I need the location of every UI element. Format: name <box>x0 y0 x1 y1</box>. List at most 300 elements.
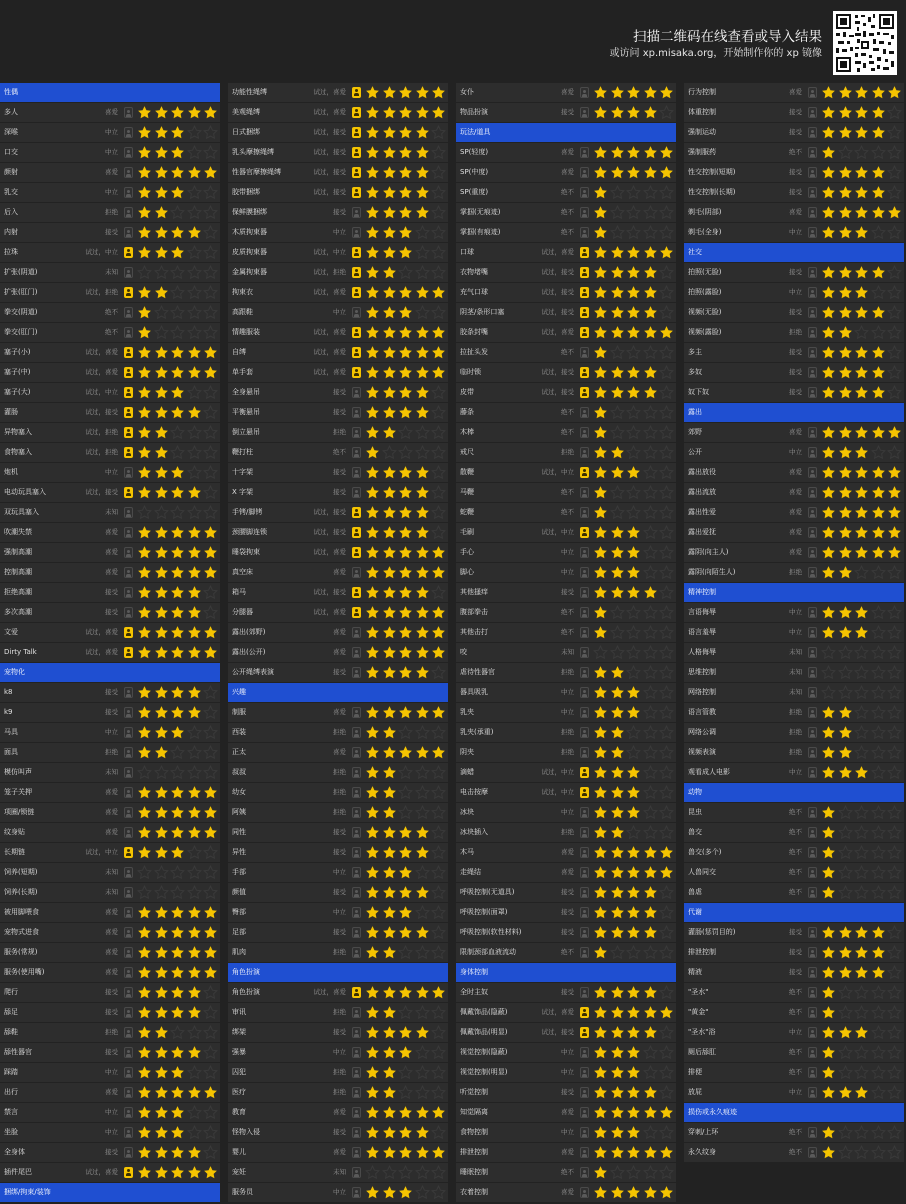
star-filled-icon[interactable] <box>593 925 608 940</box>
star-filled-icon[interactable] <box>887 505 902 520</box>
star-empty-icon[interactable] <box>643 645 658 660</box>
tried-person-icon[interactable] <box>124 847 133 858</box>
star-empty-icon[interactable] <box>838 645 853 660</box>
star-filled-icon[interactable] <box>415 1025 430 1040</box>
person-icon[interactable] <box>808 707 817 718</box>
star-filled-icon[interactable] <box>593 325 608 340</box>
star-rating[interactable] <box>137 405 220 420</box>
star-rating[interactable] <box>137 425 220 440</box>
star-filled-icon[interactable] <box>821 125 836 140</box>
star-empty-icon[interactable] <box>626 745 641 760</box>
star-empty-icon[interactable] <box>626 405 641 420</box>
person-icon[interactable] <box>580 747 589 758</box>
star-filled-icon[interactable] <box>398 345 413 360</box>
preference-row[interactable] <box>0 863 220 882</box>
star-filled-icon[interactable] <box>170 685 185 700</box>
star-empty-icon[interactable] <box>659 1085 674 1100</box>
star-filled-icon[interactable] <box>821 265 836 280</box>
star-filled-icon[interactable] <box>854 505 869 520</box>
star-filled-icon[interactable] <box>593 1085 608 1100</box>
preference-row[interactable] <box>684 723 904 742</box>
person-icon[interactable] <box>352 1187 361 1198</box>
star-empty-icon[interactable] <box>203 245 218 260</box>
star-empty-icon[interactable] <box>887 185 902 200</box>
person-icon[interactable] <box>124 167 133 178</box>
star-filled-icon[interactable] <box>137 165 152 180</box>
star-empty-icon[interactable] <box>187 865 202 880</box>
star-empty-icon[interactable] <box>659 685 674 700</box>
star-filled-icon[interactable] <box>365 705 380 720</box>
star-empty-icon[interactable] <box>610 225 625 240</box>
star-empty-icon[interactable] <box>626 505 641 520</box>
star-empty-icon[interactable] <box>610 425 625 440</box>
star-filled-icon[interactable] <box>415 405 430 420</box>
star-empty-icon[interactable] <box>431 905 446 920</box>
star-filled-icon[interactable] <box>137 1145 152 1160</box>
person-icon[interactable] <box>808 547 817 558</box>
star-rating[interactable] <box>365 665 448 680</box>
star-empty-icon[interactable] <box>431 845 446 860</box>
star-filled-icon[interactable] <box>137 465 152 480</box>
preference-row[interactable] <box>456 763 676 782</box>
star-filled-icon[interactable] <box>154 1065 169 1080</box>
star-filled-icon[interactable] <box>398 905 413 920</box>
star-filled-icon[interactable] <box>170 405 185 420</box>
star-filled-icon[interactable] <box>382 1005 397 1020</box>
preference-row[interactable] <box>456 1103 676 1122</box>
person-icon[interactable] <box>808 847 817 858</box>
person-icon[interactable] <box>352 1047 361 1058</box>
star-rating[interactable] <box>365 105 448 120</box>
star-rating[interactable] <box>821 605 904 620</box>
star-filled-icon[interactable] <box>854 445 869 460</box>
star-filled-icon[interactable] <box>854 165 869 180</box>
star-filled-icon[interactable] <box>415 485 430 500</box>
star-filled-icon[interactable] <box>643 245 658 260</box>
person-icon[interactable] <box>808 687 817 698</box>
star-filled-icon[interactable] <box>659 845 674 860</box>
person-icon[interactable] <box>580 207 589 218</box>
person-icon[interactable] <box>352 227 361 238</box>
star-filled-icon[interactable] <box>398 585 413 600</box>
star-filled-icon[interactable] <box>626 985 641 1000</box>
star-filled-icon[interactable] <box>643 885 658 900</box>
star-filled-icon[interactable] <box>382 845 397 860</box>
preference-row[interactable] <box>684 223 904 242</box>
star-filled-icon[interactable] <box>137 425 152 440</box>
star-filled-icon[interactable] <box>382 245 397 260</box>
star-rating[interactable] <box>593 345 676 360</box>
star-filled-icon[interactable] <box>821 705 836 720</box>
preference-row[interactable] <box>456 943 676 962</box>
star-rating[interactable] <box>593 205 676 220</box>
star-empty-icon[interactable] <box>137 265 152 280</box>
star-filled-icon[interactable] <box>382 105 397 120</box>
star-rating[interactable] <box>365 1185 448 1200</box>
star-empty-icon[interactable] <box>203 885 218 900</box>
star-filled-icon[interactable] <box>593 1125 608 1140</box>
star-empty-icon[interactable] <box>431 125 446 140</box>
star-filled-icon[interactable] <box>398 925 413 940</box>
star-filled-icon[interactable] <box>170 465 185 480</box>
star-filled-icon[interactable] <box>187 165 202 180</box>
person-icon[interactable] <box>124 927 133 938</box>
star-filled-icon[interactable] <box>431 1145 446 1160</box>
person-icon[interactable] <box>580 407 589 418</box>
preference-row[interactable] <box>684 363 904 382</box>
star-filled-icon[interactable] <box>137 245 152 260</box>
star-empty-icon[interactable] <box>137 865 152 880</box>
star-empty-icon[interactable] <box>203 1005 218 1020</box>
preference-row[interactable] <box>0 683 220 702</box>
star-filled-icon[interactable] <box>626 385 641 400</box>
star-filled-icon[interactable] <box>170 1005 185 1020</box>
star-rating[interactable] <box>593 725 676 740</box>
star-filled-icon[interactable] <box>203 905 218 920</box>
star-filled-icon[interactable] <box>398 1145 413 1160</box>
star-filled-icon[interactable] <box>415 625 430 640</box>
star-filled-icon[interactable] <box>137 565 152 580</box>
star-filled-icon[interactable] <box>365 185 380 200</box>
star-empty-icon[interactable] <box>887 305 902 320</box>
star-filled-icon[interactable] <box>365 765 380 780</box>
star-filled-icon[interactable] <box>154 545 169 560</box>
star-empty-icon[interactable] <box>659 485 674 500</box>
star-filled-icon[interactable] <box>382 145 397 160</box>
star-filled-icon[interactable] <box>382 725 397 740</box>
star-filled-icon[interactable] <box>626 305 641 320</box>
star-filled-icon[interactable] <box>821 505 836 520</box>
star-filled-icon[interactable] <box>593 505 608 520</box>
preference-row[interactable] <box>684 1123 904 1142</box>
star-filled-icon[interactable] <box>415 605 430 620</box>
preference-row[interactable] <box>456 303 676 322</box>
star-empty-icon[interactable] <box>643 225 658 240</box>
star-rating[interactable] <box>137 985 220 1000</box>
star-rating[interactable] <box>821 465 904 480</box>
star-empty-icon[interactable] <box>431 225 446 240</box>
star-empty-icon[interactable] <box>431 885 446 900</box>
star-filled-icon[interactable] <box>626 265 641 280</box>
preference-row[interactable] <box>0 643 220 662</box>
preference-row[interactable] <box>0 1143 220 1162</box>
person-icon[interactable] <box>580 887 589 898</box>
star-filled-icon[interactable] <box>154 365 169 380</box>
preference-row[interactable] <box>0 743 220 762</box>
star-filled-icon[interactable] <box>821 805 836 820</box>
star-filled-icon[interactable] <box>838 465 853 480</box>
star-filled-icon[interactable] <box>643 865 658 880</box>
preference-row[interactable] <box>684 283 904 302</box>
star-empty-icon[interactable] <box>415 725 430 740</box>
star-rating[interactable] <box>593 185 676 200</box>
star-filled-icon[interactable] <box>821 425 836 440</box>
star-rating[interactable] <box>593 685 676 700</box>
star-rating[interactable] <box>821 765 904 780</box>
star-filled-icon[interactable] <box>137 145 152 160</box>
star-filled-icon[interactable] <box>203 805 218 820</box>
star-filled-icon[interactable] <box>170 645 185 660</box>
star-rating[interactable] <box>821 525 904 540</box>
star-filled-icon[interactable] <box>431 745 446 760</box>
star-empty-icon[interactable] <box>203 865 218 880</box>
person-icon[interactable] <box>352 747 361 758</box>
star-filled-icon[interactable] <box>838 965 853 980</box>
star-filled-icon[interactable] <box>170 145 185 160</box>
star-empty-icon[interactable] <box>659 945 674 960</box>
star-empty-icon[interactable] <box>626 945 641 960</box>
person-icon[interactable] <box>352 907 361 918</box>
preference-row[interactable] <box>684 423 904 442</box>
star-empty-icon[interactable] <box>871 445 886 460</box>
star-filled-icon[interactable] <box>203 165 218 180</box>
star-empty-icon[interactable] <box>871 1125 886 1140</box>
star-empty-icon[interactable] <box>170 425 185 440</box>
star-filled-icon[interactable] <box>137 945 152 960</box>
star-empty-icon[interactable] <box>170 745 185 760</box>
star-filled-icon[interactable] <box>203 105 218 120</box>
star-filled-icon[interactable] <box>137 905 152 920</box>
star-empty-icon[interactable] <box>659 805 674 820</box>
preference-row[interactable] <box>684 823 904 842</box>
star-filled-icon[interactable] <box>187 225 202 240</box>
preference-row[interactable] <box>456 503 676 522</box>
star-filled-icon[interactable] <box>854 305 869 320</box>
person-icon[interactable] <box>580 827 589 838</box>
star-filled-icon[interactable] <box>838 625 853 640</box>
star-filled-icon[interactable] <box>365 825 380 840</box>
person-icon[interactable] <box>580 447 589 458</box>
person-icon[interactable] <box>352 1147 361 1158</box>
star-filled-icon[interactable] <box>593 1165 608 1180</box>
star-filled-icon[interactable] <box>871 265 886 280</box>
tried-person-icon[interactable] <box>580 467 589 478</box>
person-icon[interactable] <box>352 467 361 478</box>
preference-row[interactable] <box>456 343 676 362</box>
star-filled-icon[interactable] <box>871 125 886 140</box>
star-filled-icon[interactable] <box>365 525 380 540</box>
star-filled-icon[interactable] <box>838 225 853 240</box>
star-rating[interactable] <box>137 865 220 880</box>
star-rating[interactable] <box>593 305 676 320</box>
star-filled-icon[interactable] <box>170 985 185 1000</box>
preference-row[interactable] <box>456 363 676 382</box>
preference-row[interactable] <box>228 383 448 402</box>
star-empty-icon[interactable] <box>871 705 886 720</box>
star-empty-icon[interactable] <box>854 325 869 340</box>
star-empty-icon[interactable] <box>838 1065 853 1080</box>
star-rating[interactable] <box>593 1085 676 1100</box>
star-filled-icon[interactable] <box>415 165 430 180</box>
star-rating[interactable] <box>137 705 220 720</box>
star-filled-icon[interactable] <box>137 325 152 340</box>
star-filled-icon[interactable] <box>170 905 185 920</box>
star-empty-icon[interactable] <box>871 1025 886 1040</box>
star-empty-icon[interactable] <box>643 465 658 480</box>
star-filled-icon[interactable] <box>154 565 169 580</box>
star-filled-icon[interactable] <box>626 1065 641 1080</box>
preference-row[interactable] <box>0 1083 220 1102</box>
star-filled-icon[interactable] <box>398 1125 413 1140</box>
person-icon[interactable] <box>124 1147 133 1158</box>
star-filled-icon[interactable] <box>137 585 152 600</box>
star-filled-icon[interactable] <box>821 745 836 760</box>
person-icon[interactable] <box>580 147 589 158</box>
star-filled-icon[interactable] <box>626 865 641 880</box>
star-empty-icon[interactable] <box>626 665 641 680</box>
star-empty-icon[interactable] <box>887 605 902 620</box>
preference-row[interactable] <box>0 763 220 782</box>
person-icon[interactable] <box>580 567 589 578</box>
person-icon[interactable] <box>580 487 589 498</box>
star-filled-icon[interactable] <box>593 1045 608 1060</box>
star-filled-icon[interactable] <box>170 1045 185 1060</box>
star-filled-icon[interactable] <box>170 785 185 800</box>
star-filled-icon[interactable] <box>610 525 625 540</box>
star-empty-icon[interactable] <box>838 805 853 820</box>
star-filled-icon[interactable] <box>382 205 397 220</box>
star-rating[interactable] <box>365 545 448 560</box>
star-rating[interactable] <box>593 805 676 820</box>
star-empty-icon[interactable] <box>887 805 902 820</box>
person-icon[interactable] <box>580 167 589 178</box>
star-rating[interactable] <box>137 465 220 480</box>
preference-row[interactable] <box>456 723 676 742</box>
preference-row[interactable] <box>456 423 676 442</box>
star-filled-icon[interactable] <box>431 705 446 720</box>
star-filled-icon[interactable] <box>187 825 202 840</box>
star-filled-icon[interactable] <box>610 1045 625 1060</box>
preference-row[interactable] <box>456 823 676 842</box>
preference-row[interactable] <box>684 883 904 902</box>
star-filled-icon[interactable] <box>398 865 413 880</box>
star-empty-icon[interactable] <box>871 1085 886 1100</box>
star-filled-icon[interactable] <box>593 625 608 640</box>
star-empty-icon[interactable] <box>887 165 902 180</box>
tried-person-icon[interactable] <box>352 167 361 178</box>
tried-person-icon[interactable] <box>124 627 133 638</box>
star-filled-icon[interactable] <box>643 165 658 180</box>
star-empty-icon[interactable] <box>415 1005 430 1020</box>
star-empty-icon[interactable] <box>170 765 185 780</box>
preference-row[interactable] <box>684 1063 904 1082</box>
star-filled-icon[interactable] <box>854 285 869 300</box>
preference-row[interactable] <box>684 763 904 782</box>
star-empty-icon[interactable] <box>643 1045 658 1060</box>
star-rating[interactable] <box>593 1165 676 1180</box>
star-empty-icon[interactable] <box>431 785 446 800</box>
preference-row[interactable] <box>228 503 448 522</box>
star-filled-icon[interactable] <box>593 725 608 740</box>
star-filled-icon[interactable] <box>626 145 641 160</box>
star-empty-icon[interactable] <box>203 405 218 420</box>
preference-row[interactable] <box>228 563 448 582</box>
star-filled-icon[interactable] <box>626 1085 641 1100</box>
star-rating[interactable] <box>593 605 676 620</box>
star-filled-icon[interactable] <box>203 345 218 360</box>
star-filled-icon[interactable] <box>610 785 625 800</box>
star-filled-icon[interactable] <box>154 1085 169 1100</box>
star-empty-icon[interactable] <box>415 765 430 780</box>
preference-row[interactable] <box>228 543 448 562</box>
star-filled-icon[interactable] <box>170 625 185 640</box>
person-icon[interactable] <box>124 827 133 838</box>
person-icon[interactable] <box>808 1047 817 1058</box>
star-filled-icon[interactable] <box>170 1145 185 1160</box>
star-filled-icon[interactable] <box>154 145 169 160</box>
star-filled-icon[interactable] <box>610 85 625 100</box>
star-filled-icon[interactable] <box>398 385 413 400</box>
star-filled-icon[interactable] <box>854 425 869 440</box>
person-icon[interactable] <box>808 427 817 438</box>
star-empty-icon[interactable] <box>643 1125 658 1140</box>
star-empty-icon[interactable] <box>887 1125 902 1140</box>
preference-row[interactable] <box>456 563 676 582</box>
person-icon[interactable] <box>352 647 361 658</box>
star-filled-icon[interactable] <box>821 1085 836 1100</box>
star-empty-icon[interactable] <box>854 805 869 820</box>
star-rating[interactable] <box>137 165 220 180</box>
star-rating[interactable] <box>365 265 448 280</box>
person-icon[interactable] <box>808 987 817 998</box>
star-filled-icon[interactable] <box>365 425 380 440</box>
star-rating[interactable] <box>593 885 676 900</box>
star-filled-icon[interactable] <box>154 345 169 360</box>
star-empty-icon[interactable] <box>838 1125 853 1140</box>
star-filled-icon[interactable] <box>626 705 641 720</box>
preference-row[interactable] <box>0 443 220 462</box>
preference-row[interactable] <box>684 463 904 482</box>
person-icon[interactable] <box>808 107 817 118</box>
star-rating[interactable] <box>137 785 220 800</box>
star-filled-icon[interactable] <box>626 105 641 120</box>
star-filled-icon[interactable] <box>154 825 169 840</box>
star-rating[interactable] <box>593 1045 676 1060</box>
preference-row[interactable] <box>0 1103 220 1122</box>
star-rating[interactable] <box>137 145 220 160</box>
star-filled-icon[interactable] <box>610 1085 625 1100</box>
star-filled-icon[interactable] <box>154 965 169 980</box>
person-icon[interactable] <box>124 687 133 698</box>
star-filled-icon[interactable] <box>871 465 886 480</box>
star-empty-icon[interactable] <box>854 665 869 680</box>
star-empty-icon[interactable] <box>203 585 218 600</box>
star-filled-icon[interactable] <box>154 285 169 300</box>
star-filled-icon[interactable] <box>382 1145 397 1160</box>
star-empty-icon[interactable] <box>610 405 625 420</box>
star-empty-icon[interactable] <box>871 865 886 880</box>
person-icon[interactable] <box>580 1067 589 1078</box>
star-empty-icon[interactable] <box>854 705 869 720</box>
star-rating[interactable] <box>365 1165 448 1180</box>
star-empty-icon[interactable] <box>854 845 869 860</box>
star-filled-icon[interactable] <box>170 925 185 940</box>
star-rating[interactable] <box>821 665 904 680</box>
star-empty-icon[interactable] <box>659 885 674 900</box>
preference-row[interactable] <box>684 523 904 542</box>
tried-person-icon[interactable] <box>124 367 133 378</box>
star-rating[interactable] <box>821 325 904 340</box>
star-empty-icon[interactable] <box>887 565 902 580</box>
tried-person-icon[interactable] <box>580 387 589 398</box>
star-filled-icon[interactable] <box>382 745 397 760</box>
star-filled-icon[interactable] <box>626 685 641 700</box>
star-empty-icon[interactable] <box>610 345 625 360</box>
preference-row[interactable] <box>0 843 220 862</box>
tried-person-icon[interactable] <box>352 107 361 118</box>
star-rating[interactable] <box>365 865 448 880</box>
star-empty-icon[interactable] <box>203 285 218 300</box>
